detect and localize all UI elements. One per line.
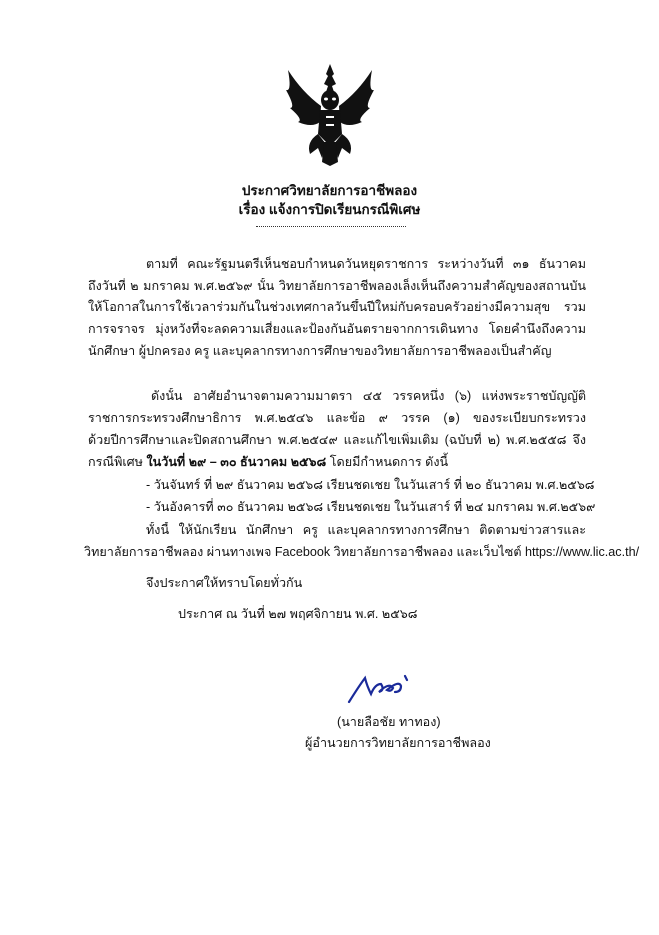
garuda-emblem-icon [282,62,378,166]
paragraph3-line: วิทยาลัยการอาชีพลอง ผ่านทางเพจ Facebook วิทยาลัยการอาชีพลอง และเว็บไซต์ https://www.lic.ac.th/ [84,545,640,559]
signatory-name: (นายลือชัย ทาทอง) [337,715,441,729]
schedule-item: - วันจันทร์ ที่ ๒๙ ธันวาคม ๒๕๖๘ เรียนชดเชย ในวันเสาร์ ที่ ๒๐ ธันวาคม พ.ศ.๒๕๖๘ [146,478,595,492]
paragraph2-line: ราชการกระทรวงศึกษาธิการ พ.ศ.๒๕๔๖ และข้อ ๙ วรรค (๑) ของระเบียบกระทรวง [88,411,586,425]
paragraph2-prefix: กรณีพิเศษ [88,455,147,469]
paragraph1-line: นักศึกษา ผู้ปกครอง ครู และบุคลากรทางการศึกษาของวิทยาลัยการอาชีพลองเป็นสำคัญ [88,344,552,358]
paragraph2-line: ดังนั้น อาศัยอำนาจตามความมาตรา ๔๕ วรรคหนึ่ง (๖) แห่งพระราชบัญญัติ [151,389,586,403]
paragraph2-line: ด้วยปีการศึกษาและปิดสถานศึกษา พ.ศ.๒๕๔๙ และแก้ไขเพิ่มเติม (ฉบับที่ ๒) พ.ศ.๒๕๕๘ จึง [88,433,586,447]
announcement-date: ประกาศ ณ วันที่ ๒๗ พฤศจิกายน พ.ศ. ๒๕๖๘ [178,607,418,621]
paragraph1-line: ตามที่ คณะรัฐมนตรีเห็นชอบกำหนดวันหยุดราชการ ระหว่างวันที่ ๓๑ ธันวาคม [146,257,586,271]
schedule-item: - วันอังคารที่ ๓๐ ธันวาคม ๒๕๖๘ เรียนชดเชย ในวันเสาร์ ที่ ๒๔ มกราคม พ.ศ.๒๕๖๙ [146,500,596,514]
paragraph2-suffix: โดยมีกำหนดการ ดังนี้ [326,455,449,469]
signatory-position: ผู้อำนวยการวิทยาลัยการอาชีพลอง [305,736,491,750]
paragraph1-line: ให้โอกาสในการใช้เวลาร่วมกันในช่วงเทศกาลวันขึ้นปีใหม่กับครอบครัวอย่างมีความสุข รวม [88,300,586,314]
paragraph3-line: ทั้งนี้ ให้นักเรียน นักศึกษา ครู และบุคลากรทางการศึกษา ติดตามข่าวสารและ [146,523,586,537]
announcement-title: ประกาศวิทยาลัยการอาชีพลอง [241,183,418,198]
divider [256,226,406,227]
closure-dates: ในวันที่ ๒๙ – ๓๐ ธันวาคม ๒๕๖๘ [146,455,327,469]
paragraph2-line [88,454,448,470]
paragraph1-line: ถึงวันที่ ๒ มกราคม พ.ศ.๒๕๖๙ นั้น วิทยาลัยการอาชีพลองเล็งเห็นถึงความสำคัญของสถานบัน [88,279,586,293]
signature-icon [345,672,415,706]
paragraph1-line: การจราจร มุ่งหวังที่จะลดความเสี่ยงและป้องกันอันตรายจากการเดินทาง โดยคำนึงถึงความ [88,322,586,336]
closing-text: จึงประกาศให้ทราบโดยทั่วกัน [146,576,303,590]
announcement-subject: เรื่อง แจ้งการปิดเรียนกรณีพิเศษ [238,202,421,217]
